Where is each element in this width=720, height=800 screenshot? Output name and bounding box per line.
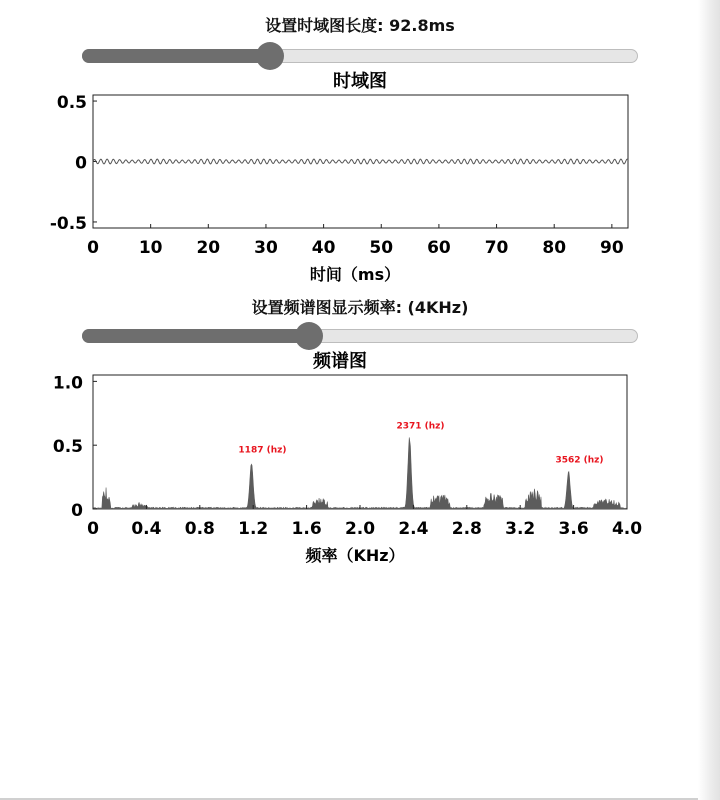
spectrum-x-tick-label: 2.4 (398, 519, 429, 539)
peak-frequency-label: 2371 (hz) (396, 421, 445, 432)
time-waveform-line (93, 159, 628, 164)
time-x-tick-label: 50 (369, 238, 394, 258)
freq-slider-thumb[interactable] (295, 322, 323, 350)
spectrum-x-tick-label: 4.0 (611, 519, 643, 539)
time-slider-fill (82, 49, 277, 63)
time-x-tick-label: 80 (542, 238, 567, 258)
time-y-tick-label: -0.5 (49, 213, 87, 234)
spectrum-x-axis-label: 频率（KHz） (305, 546, 405, 565)
spectrum-y-tick-label: 0 (71, 501, 83, 521)
time-x-tick-label: 20 (196, 238, 221, 258)
time-x-tick-label: 70 (484, 238, 509, 258)
time-x-axis-label: 时间（ms） (309, 265, 401, 284)
time-y-tick-label: 0 (75, 153, 87, 174)
freq-range-label: 设置频谱图显示频率: (4KHz) (251, 298, 469, 317)
spectrum-area (93, 437, 627, 509)
spectrum-x-tick-label: 2.0 (344, 519, 376, 539)
time-length-label: 设置时域图长度: 92.8ms (265, 16, 455, 35)
spectrum-chart-title: 频谱图 (313, 351, 367, 372)
time-x-tick-label: 0 (87, 238, 99, 258)
time-x-tick-label: 60 (427, 238, 451, 258)
time-length-slider[interactable] (82, 49, 638, 63)
freq-slider-fill (82, 329, 316, 343)
spectrum-x-tick-label: 0.8 (184, 519, 215, 539)
spectrum-x-tick-label: 0 (87, 519, 99, 539)
spectrum-y-tick-label: 0.5 (52, 437, 83, 458)
freq-range-slider[interactable] (82, 329, 638, 343)
spectrum-x-tick-label: 1.2 (238, 519, 269, 539)
time-x-tick-label: 30 (254, 238, 278, 258)
spectrum-x-tick-label: 2.8 (451, 519, 482, 539)
time-chart-title: 时域图 (333, 71, 387, 92)
spectrum-x-tick-label: 1.6 (291, 519, 322, 539)
spectrum-x-tick-label: 0.4 (131, 519, 162, 539)
spectrum-y-tick-label: 1.0 (52, 373, 83, 394)
spectrum-chart (0, 348, 720, 565)
time-y-tick-label: 0.5 (56, 93, 87, 114)
peak-frequency-label: 1187 (hz) (238, 445, 287, 456)
time-domain-chart (0, 68, 720, 284)
spectrum-plot-frame (93, 375, 627, 509)
time-x-tick-label: 10 (138, 238, 163, 258)
spectrum-x-tick-label: 3.6 (558, 519, 589, 539)
time-x-tick-label: 90 (600, 238, 624, 258)
peak-frequency-label: 3562 (hz) (555, 455, 604, 466)
spectrum-x-tick-label: 3.2 (505, 519, 536, 539)
time-slider-thumb[interactable] (256, 42, 284, 70)
time-x-tick-label: 40 (311, 238, 336, 258)
